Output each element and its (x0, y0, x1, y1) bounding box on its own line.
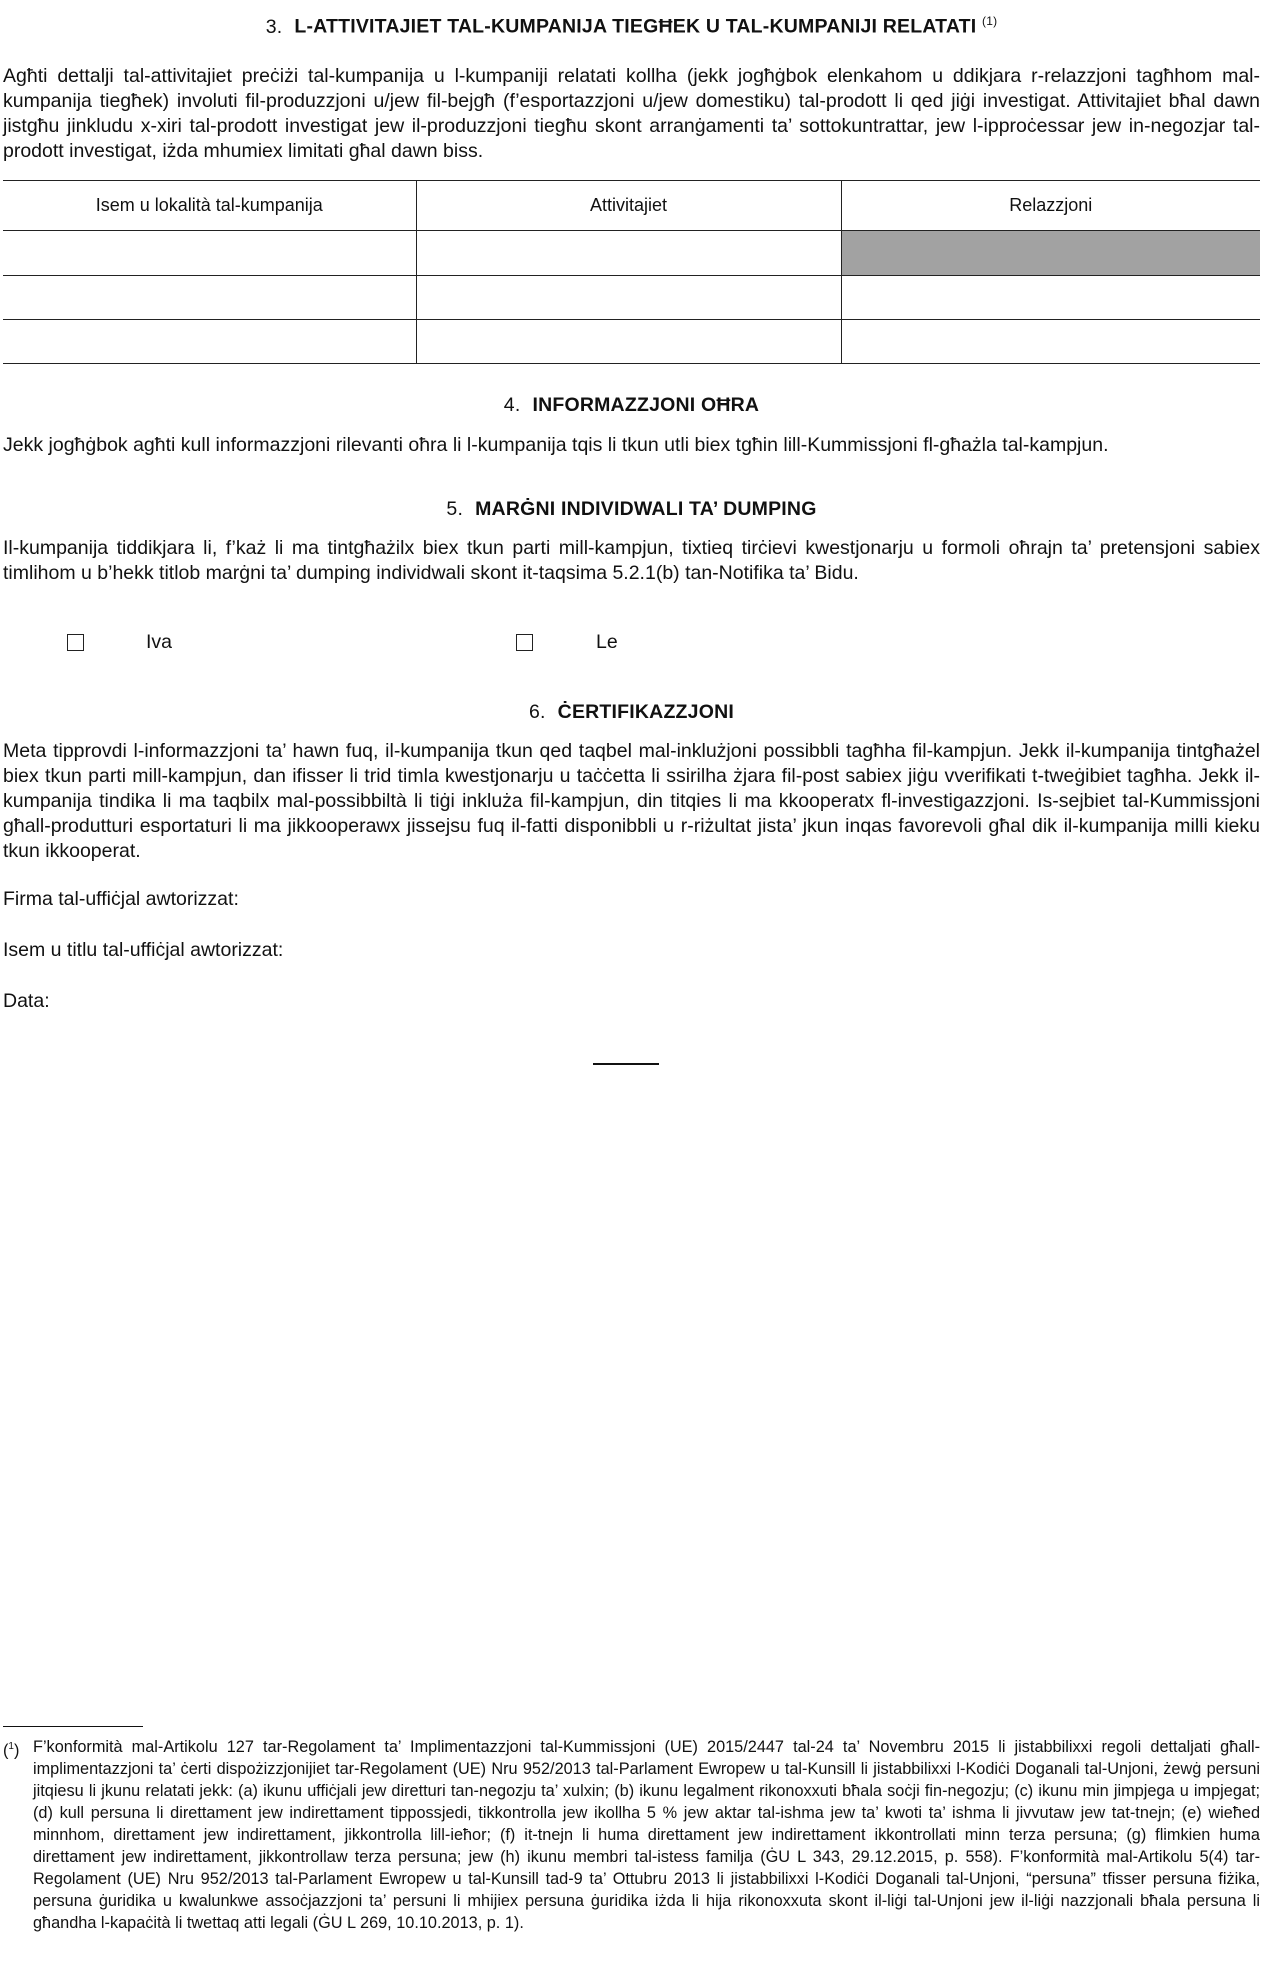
table-cell-activities[interactable] (416, 320, 841, 364)
date-field-label: Data: (3, 990, 50, 1012)
related-companies-table (3, 180, 1260, 364)
table-cell-activities[interactable] (416, 276, 841, 320)
table-cell-relationship[interactable] (841, 276, 1260, 320)
yes-checkbox[interactable] (67, 634, 84, 651)
section-4-heading (3, 392, 1260, 418)
footnote-mark: ($^1$) (3, 1741, 20, 1760)
footnote-text: F’konformità mal-Artikolu 127 tar-Regolament ta’ Implimentazzjoni tal-Kummissjoni (UE) 2015/2447 tal-24 ta’ Novembru 2015 li jistabbilixxi regoli dettaljati għall-implimentazzjoni ta’ ċerti dispożizzjonijiet tar-Regolament (UE) Nru 952/2013 tal-Parlament Ewropew u tal-Kunsill li jistabbilixxi l-Kodiċi Doganali tal-Unjoni, żewġ persuni jitqiesu li jkunu relatati jekk: (a) ikunu uffiċjali jew diretturi tan-negozju ta’ xulxin; (b) ikunu legalment rikonoxxuti bħala soċji fin-negozju; (c) ikunu min jimpjega u impjegat; (d) kull persuna li direttament jew indirettament tippossjedi, tikkontrolla jew ikollha 5 % jew aktar tal-ishma jew ta’ kwoti ta’ ishma li jivvutaw jew tat-tnejn; (e) wieħed minnhom, direttament jew indirettament, jikkontrolla lill-ieħor; (f) it-tnejn li huma direttament jew indirettament ikkontrollati minn terza persuna; (g) flimkien huma direttament jew indirettament, jikkontrollaw terza persuna; jew (h) ikunu membri tal-istess familja (ĠU L 343, 29.12.2015, p. 558). F’konformità mal-Artikolu 5(4) tar-Regolament (UE) Nru 952/2013 tal-Parlament Ewropew u tal-Kunsill tad-9 ta’ Ottubru 2013 li jistabbilixxi l-Kodiċi Doganali tal-Unjoni, “persuna” tfisser persuna fiżika, persuna ġuridika u kwalunkwe assoċjazzjoni ta’ persuni li mhijiex persuna ġuridika iżda li hija rikonoxxuta skont il-liġi tal-Unjoni jew il-liġi nazzjonali bħala persuna li għandha l-kapaċità li twettaq atti legali (ĠU L 269, 10.10.2013, p. 1). (33, 1738, 1260, 1932)
table-cell-activities[interactable] (416, 231, 841, 276)
column-header-activities: Attivitajiet (416, 181, 841, 231)
no-label: Le (596, 631, 618, 653)
section-3-number: 3. (265, 15, 283, 38)
footnote-reference: (1) (982, 14, 998, 28)
section-6-number: 6. (528, 701, 546, 723)
table-cell-relationship[interactable] (841, 320, 1260, 364)
table-cell-relationship-shaded (841, 231, 1260, 276)
section-6-heading (3, 699, 1260, 725)
end-separator (593, 1063, 659, 1065)
section-6 (3, 699, 1260, 864)
column-header-relationship: Relazzjoni (841, 181, 1260, 231)
signature-field-label: Firma tal-uffiċjal awtorizzat: (3, 888, 239, 910)
table-cell-company[interactable] (3, 276, 416, 320)
footnote (3, 1736, 1260, 1934)
section-5-heading (3, 496, 1260, 522)
section-4-paragraph: Jekk jogħġbok agħti kull informazzjoni rilevanti oħra li l-kumpanija tqis li tkun utli biex tgħin lill-Kummissjoni fl-għażla tal-kampjun. (3, 434, 1109, 456)
section-5-title: MARĠNI INDIVIDWALI TA’ DUMPING (475, 498, 817, 520)
table-row (3, 276, 1260, 320)
name-title-field-label: Isem u titlu tal-uffiċjal awtorizzat: (3, 939, 284, 961)
section-3 (3, 8, 1260, 164)
section-3-heading (3, 8, 1260, 40)
section-6-title: ĊERTIFIKAZZJONI (557, 701, 734, 723)
section-3-title: L-ATTIVITAJIET TAL-KUMPANIJA TIEGĦEK U TAL-KUMPANIJI RELATATI (294, 15, 977, 38)
no-checkbox[interactable] (516, 634, 533, 651)
section-5-paragraph: Il-kumpanija tiddikjara li, f’każ li ma tintgħażilx biex tkun parti mill-kampjun, tixtieq tirċievi kwestjonarju u formoli oħrajn ta’ pretensjoni sabiex timlihom u b’hekk titlob marġni ta’ dumping individwali skont it-taqsima 5.2.1(b) tan-Notifika ta’ Bidu. (3, 537, 1260, 584)
table-header-row (3, 181, 1260, 231)
table-cell-company[interactable] (3, 320, 416, 364)
footnote-separator (3, 1726, 143, 1727)
yes-label: Iva (146, 631, 173, 653)
section-5-number: 5. (446, 498, 464, 520)
section-5 (3, 496, 1260, 586)
dumping-margin-options (3, 629, 1260, 659)
table-row (3, 231, 1260, 276)
section-3-paragraph: Agħti dettalji tal-attivitajiet preċiżi tal-kumpanija u l-kumpaniji relatati kollha (jekk jogħġbok elenkahom u ddikjara r-relazzjoni tagħhom mal-kumpanija tiegħek) involuti fil-produzzjoni u/jew fil-bejgħ (f’esportazzjoni u/jew domestiku) tal-prodott li qed jiġi investigat. Attivitajiet bħal dawn jistgħu jinkludu x-xiri tal-prodott investigat jew il-produzzjoni tiegħu skont arranġamenti ta’ sottokuntrattar, jew l-ipproċessar jew in-negozjar tal-prodott investigat, iżda mhumiex limitati għal dawn biss. (3, 64, 1260, 162)
column-header-company: Isem u lokalità tal-kumpanija (3, 181, 416, 231)
table-cell-company[interactable] (3, 231, 416, 276)
section-4-number: 4. (503, 394, 521, 416)
section-4-title: INFORMAZZJONI OĦRA (532, 394, 760, 416)
table-row (3, 320, 1260, 364)
section-4 (3, 392, 1260, 458)
section-6-paragraph: Meta tipprovdi l-informazzjoni ta’ hawn fuq, il-kumpanija tkun qed taqbel mal-inklużjoni possibbli tagħha fil-kampjun. Jekk il-kumpanija tintgħażel biex tkun parti mill-kampjun, dan ifisser li trid timla kwestjonarju u taċċetta li ssirilha żjara fil-post sabiex jiġu vverifikati t-tweġibiet tagħha. Jekk il-kumpanija tindika li ma taqbilx mal-possibbiltà li tiġi inkluża fil-kampjun, din titqies li ma kkooperatx fl-investigazzjoni. Is-sejbiet tal-Kummissjoni għall-produtturi esportaturi li ma jikkooperawx jissejsu fuq il-fatti disponibbli u r-riżultat jista’ jkun inqas favorevoli għal dik il-kumpanija milli kieku tkun ikkooperat. (3, 740, 1260, 862)
